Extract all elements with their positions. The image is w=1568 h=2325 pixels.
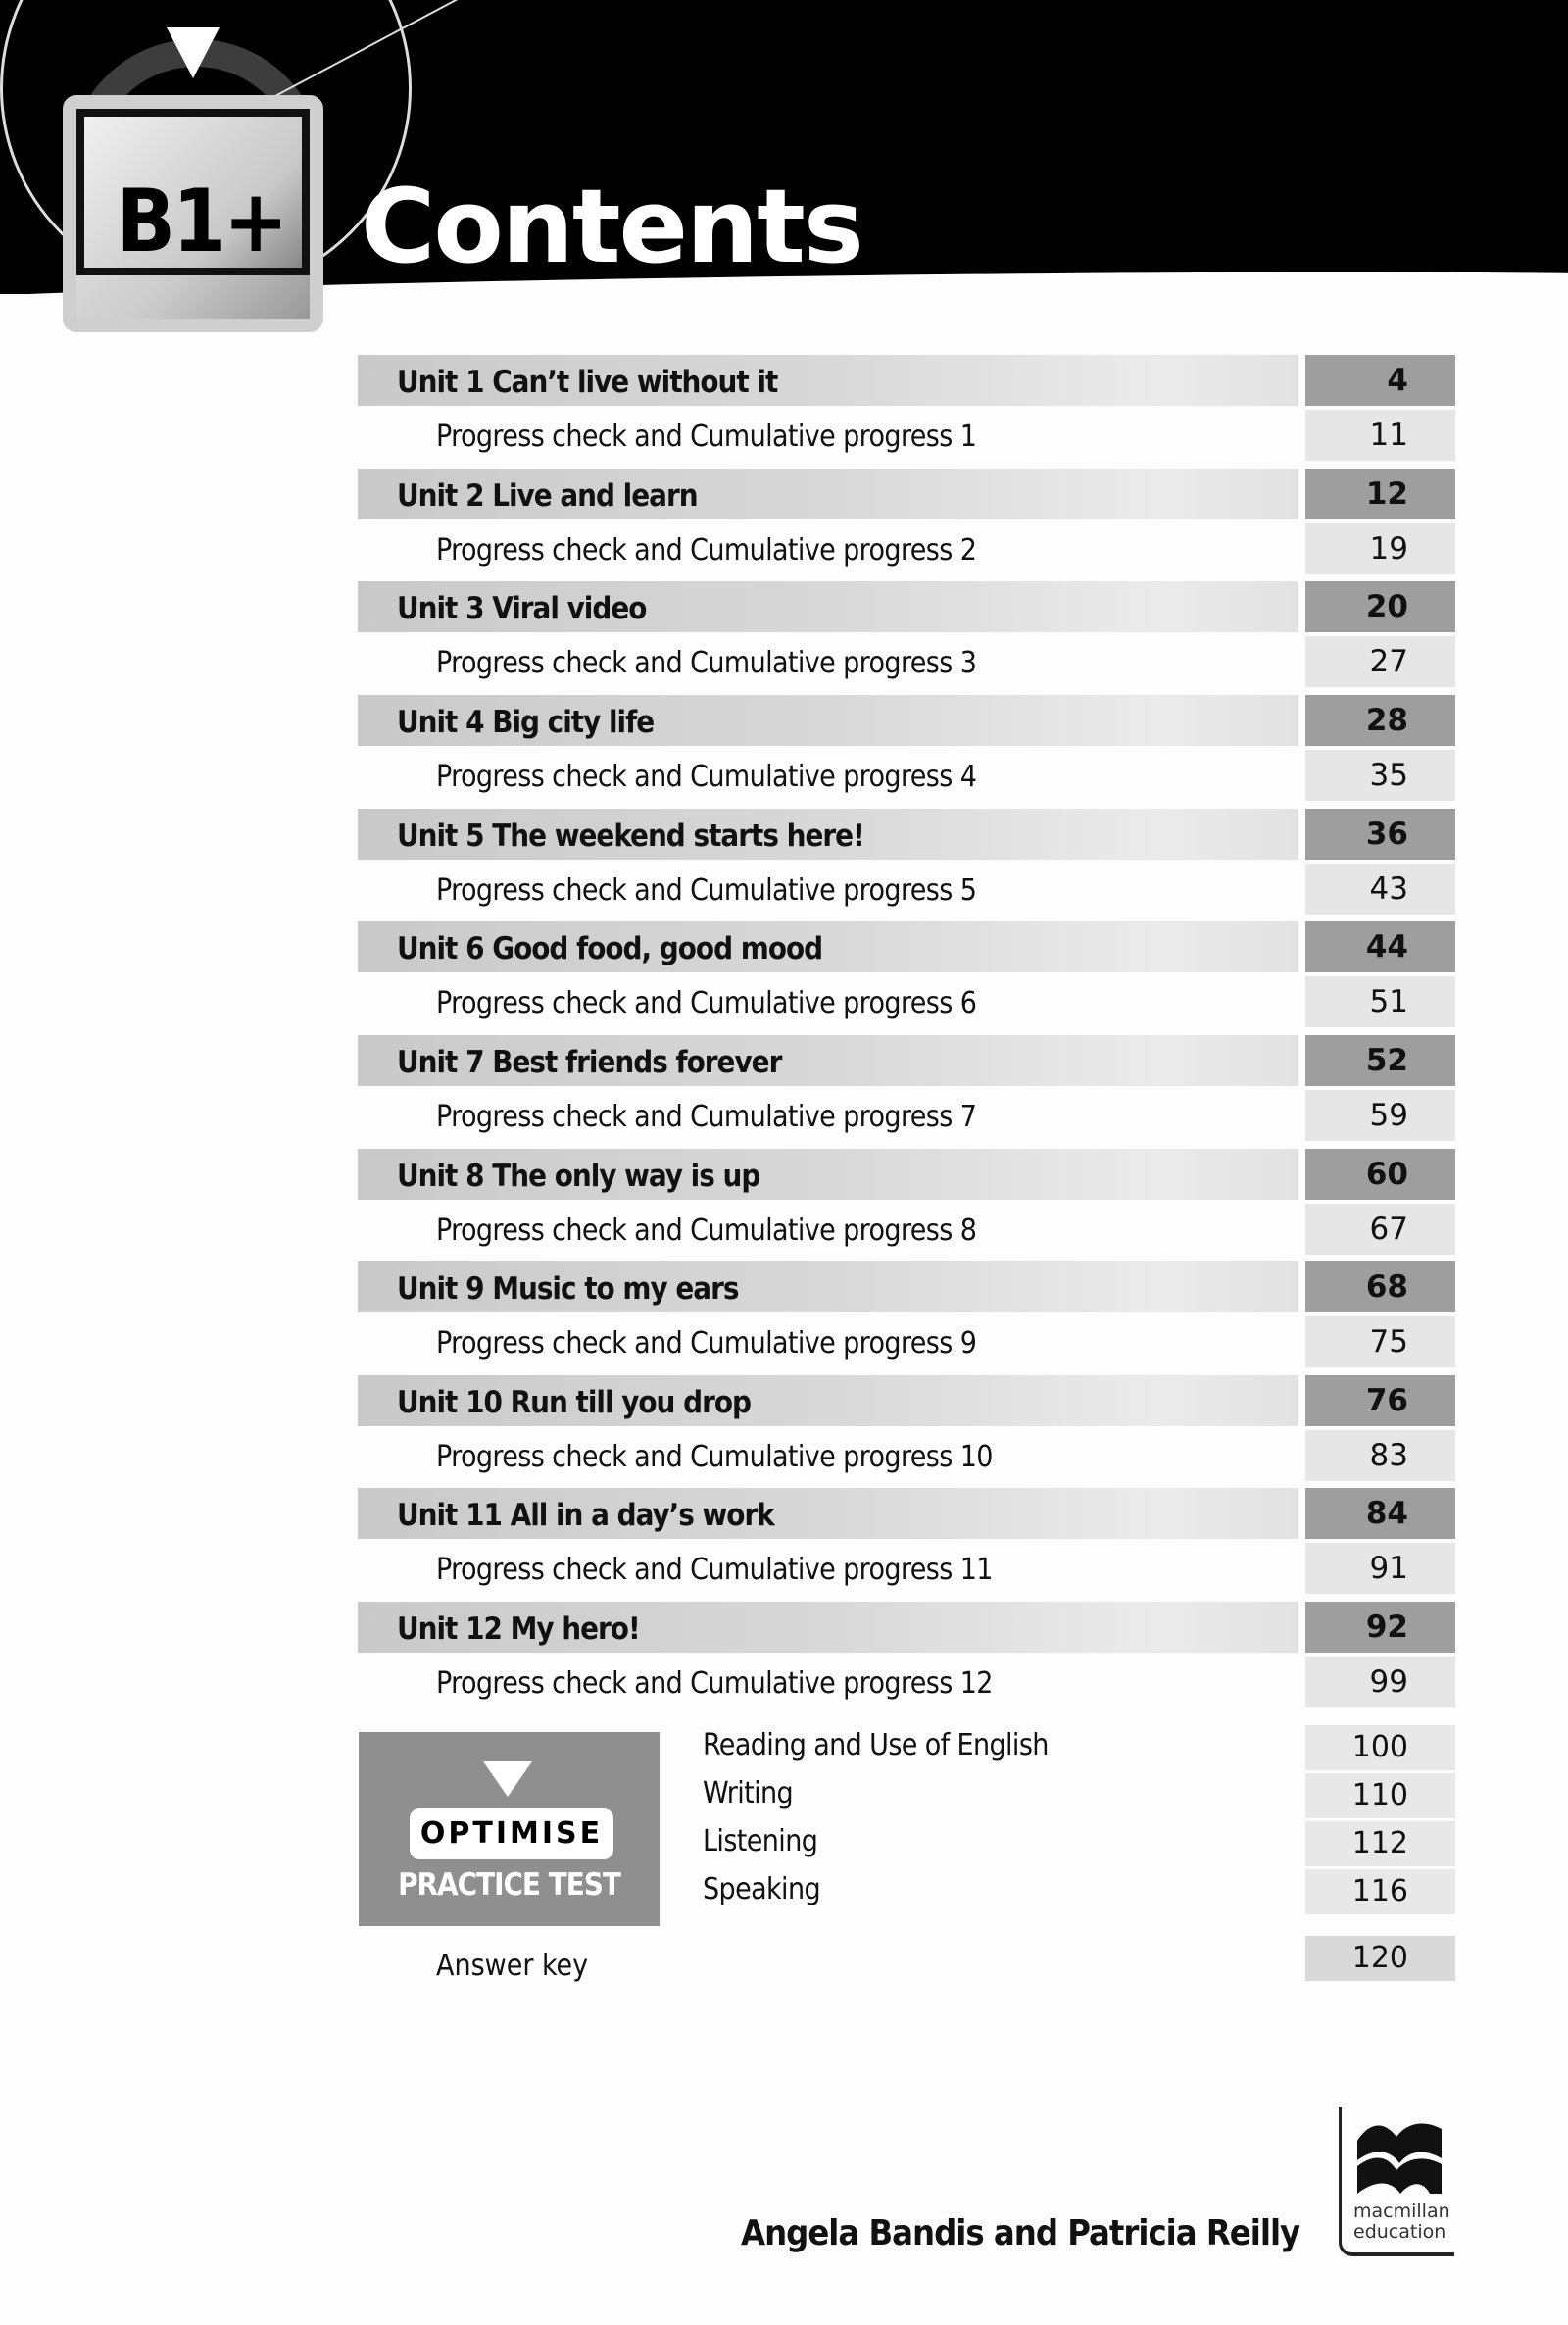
unit-page-number: 20 [1305,581,1455,632]
unit-title: Unit 8 The only way is up [397,1159,760,1194]
unit-band [358,355,1298,406]
unit-page-number: 92 [1305,1602,1455,1653]
practice-test-label: PRACTICE TEST [398,1867,620,1903]
toc-progress-row[interactable] [358,750,1455,801]
practice-test-item[interactable]: Writing [703,1776,794,1810]
progress-title: Progress check and Cumulative progress 9 [436,1326,977,1360]
unit-band [358,581,1298,632]
progress-title: Progress check and Cumulative progress 6 [436,986,977,1020]
toc-progress-row[interactable] [358,523,1455,574]
unit-band [358,469,1298,519]
unit-page-number: 12 [1305,469,1455,519]
publisher-line2: education [1353,2221,1446,2243]
triangle-down-icon [167,27,220,78]
toc-progress-row[interactable] [358,1204,1455,1255]
toc-unit-row[interactable] [358,1488,1455,1539]
unit-title: Unit 7 Best friends forever [397,1045,782,1080]
unit-band [358,695,1298,746]
page-title: Contents [361,167,862,286]
level-badge-inner [76,109,310,275]
progress-page-number: 27 [1305,636,1455,687]
progress-title: Progress check and Cumulative progress 2 [436,533,977,568]
progress-page-number: 59 [1305,1090,1455,1141]
toc-unit-row[interactable] [358,921,1455,972]
unit-page-number: 60 [1305,1149,1455,1200]
toc-unit-row[interactable] [358,695,1455,746]
publisher-logo [1339,2107,1454,2256]
unit-title: Unit 1 Can’t live without it [397,365,778,400]
unit-page-number: 28 [1305,695,1455,746]
authors: Angela Bandis and Patricia Reilly [741,2213,1300,2253]
toc-unit-row[interactable] [358,1602,1455,1653]
progress-title: Progress check and Cumulative progress 5 [436,873,977,908]
practice-test-page: 100 [1305,1725,1455,1770]
practice-test-page: 116 [1305,1869,1455,1914]
progress-title: Progress check and Cumulative progress 7 [436,1100,977,1134]
unit-band [358,1488,1298,1539]
progress-title: Progress check and Cumulative progress 3 [436,646,977,680]
toc-progress-row[interactable] [358,976,1455,1027]
macmillan-m-icon [1355,2119,1444,2198]
progress-page-number: 99 [1305,1657,1455,1707]
unit-title: Unit 5 The weekend starts here! [397,818,864,854]
progress-page-number: 35 [1305,750,1455,801]
progress-page-number: 67 [1305,1204,1455,1255]
optimise-label: OPTIMISE [410,1808,613,1859]
progress-title: Progress check and Cumulative progress 12 [436,1666,993,1701]
progress-page-number: 19 [1305,523,1455,574]
unit-title: Unit 2 Live and learn [397,478,698,514]
toc-unit-row[interactable] [358,1261,1455,1312]
unit-band [358,809,1298,860]
publisher-line1: macmillan [1353,2201,1450,2222]
toc-unit-row[interactable] [358,581,1455,632]
toc-progress-row[interactable] [358,410,1455,461]
unit-page-number: 4 [1305,355,1455,406]
toc-progress-row[interactable] [358,1543,1455,1594]
progress-title: Progress check and Cumulative progress 8 [436,1213,977,1248]
toc-unit-row[interactable] [358,1375,1455,1426]
unit-page-number: 52 [1305,1035,1455,1086]
unit-page-number: 84 [1305,1488,1455,1539]
toc-progress-row[interactable] [358,864,1455,915]
progress-page-number: 75 [1305,1316,1455,1367]
unit-band [358,1261,1298,1312]
toc-progress-row[interactable] [358,636,1455,687]
progress-title: Progress check and Cumulative progress 10 [436,1440,993,1474]
toc-unit-row[interactable] [358,809,1455,860]
progress-page-number: 11 [1305,410,1455,461]
unit-band [358,1375,1298,1426]
toc-progress-row[interactable] [358,1316,1455,1367]
level-badge [63,95,323,332]
progress-title: Progress check and Cumulative progress 4 [436,760,977,794]
practice-test-page: 112 [1305,1821,1455,1866]
optimise-practice-test-badge [359,1732,660,1926]
unit-title: Unit 4 Big city life [397,705,655,740]
unit-page-number: 68 [1305,1261,1455,1312]
unit-title: Unit 11 All in a day’s work [397,1498,774,1533]
practice-test-page: 110 [1305,1773,1455,1818]
progress-title: Progress check and Cumulative progress 11 [436,1553,993,1587]
triangle-down-icon [483,1761,532,1797]
unit-page-number: 76 [1305,1375,1455,1426]
unit-band [358,921,1298,972]
unit-band [358,1149,1298,1200]
unit-title: Unit 6 Good food, good mood [397,931,823,966]
practice-test-item[interactable]: Listening [703,1824,818,1858]
toc-progress-row[interactable] [358,1657,1455,1707]
toc-progress-row[interactable] [358,1430,1455,1481]
progress-page-number: 91 [1305,1543,1455,1594]
progress-title: Progress check and Cumulative progress 1 [436,420,977,454]
unit-title: Unit 3 Viral video [397,591,647,626]
toc-unit-row[interactable] [358,1035,1455,1086]
answer-key-link[interactable]: Answer key [436,1949,589,1983]
progress-page-number: 83 [1305,1430,1455,1481]
unit-title: Unit 10 Run till you drop [397,1385,751,1420]
unit-page-number: 36 [1305,809,1455,860]
unit-page-number: 44 [1305,921,1455,972]
toc-progress-row[interactable] [358,1090,1455,1141]
answer-key-page: 120 [1305,1936,1455,1981]
progress-page-number: 51 [1305,976,1455,1027]
progress-page-number: 43 [1305,864,1455,915]
practice-test-item[interactable]: Reading and Use of English [703,1728,1049,1762]
practice-test-item[interactable]: Speaking [703,1872,821,1906]
unit-band [358,1035,1298,1086]
toc-unit-row[interactable] [358,1149,1455,1200]
toc-unit-row[interactable] [358,469,1455,519]
toc-unit-row[interactable] [358,355,1455,406]
level-label: B1+ [116,171,286,272]
publisher-name [1353,2201,1450,2243]
unit-title: Unit 9 Music to my ears [397,1271,739,1307]
unit-band [358,1602,1298,1653]
unit-title: Unit 12 My hero! [397,1611,640,1647]
